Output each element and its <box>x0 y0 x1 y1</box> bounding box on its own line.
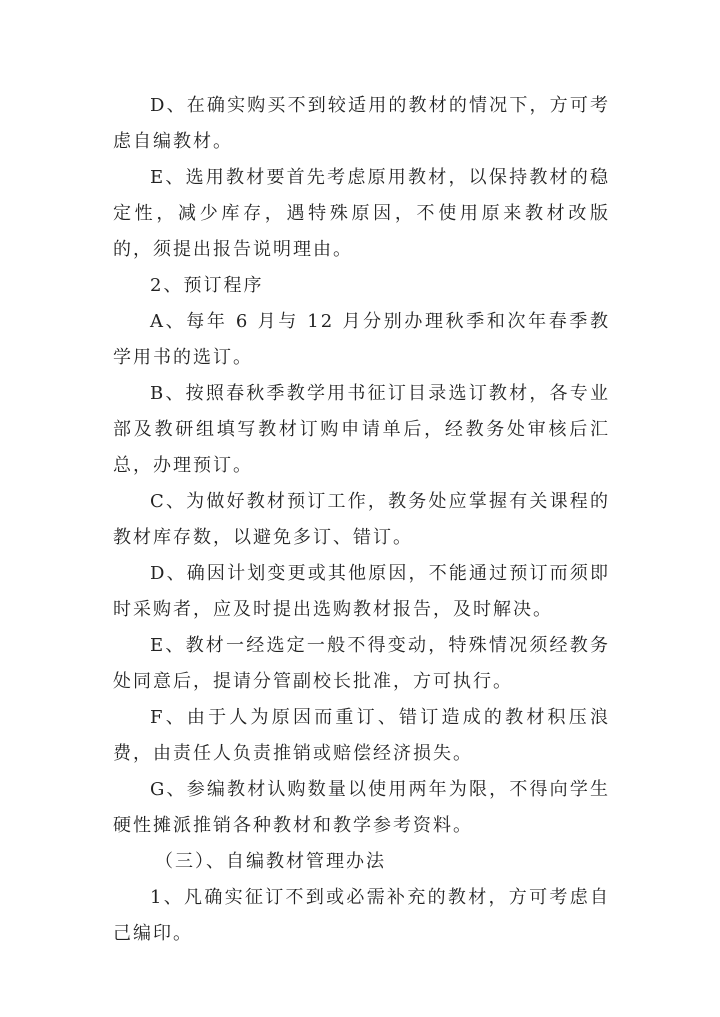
paragraph-item-d-plan-change: D、确因计划变更或其他原因，不能通过预订而须即时采购者，应及时提出选购教材报告，及时解决。 <box>113 563 610 620</box>
paragraph-item-c-inventory: C、为做好教材预订工作，教务处应掌握有关课程的教材库存数，以避免多订、错订。 <box>113 491 610 548</box>
paragraph-item-g-purchase-limit: G、参编教材认购数量以使用两年为限，不得向学生硬性摊派推销各种教材和教学参考资料。 <box>113 779 610 836</box>
paragraph-item-f-responsibility: F、由于人为原因而重订、错订造成的教材积压浪费，由责任人负责推销或赔偿经济损失。 <box>113 707 610 764</box>
paragraph-item-e-no-change: E、教材一经选定一般不得变动，特殊情况须经教务处同意后，提请分管副校长批准，方可执行。 <box>113 635 610 692</box>
paragraph-item-b-catalog: B、按照春秋季教学用书征订目录选订教材，各专业部及教研组填写教材订购申请单后，经教务处审核后汇总，办理预订。 <box>113 383 610 476</box>
paragraph-item-d-self-compiled: D、在确实购买不到较适用的教材的情况下，方可考虑自编教材。 <box>113 95 610 152</box>
paragraph-item-a-schedule: A、每年 6 月与 12 月分别办理秋季和次年春季教学用书的选订。 <box>113 311 610 368</box>
section-heading-ordering-procedure: 2、预订程序 <box>150 275 264 296</box>
paragraph-item-1-self-printing: 1、凡确实征订不到或必需补充的教材，方可考虑自己编印。 <box>113 887 610 944</box>
paragraph-item-e-original-textbooks: E、选用教材要首先考虑原用教材，以保持教材的稳定性，减少库存，遇特殊原因，不使用原来教材改版的，须提出报告说明理由。 <box>113 167 610 260</box>
document-body <box>113 88 610 952</box>
section-heading-self-compiled-management: （三）、自编教材管理办法 <box>155 851 386 872</box>
